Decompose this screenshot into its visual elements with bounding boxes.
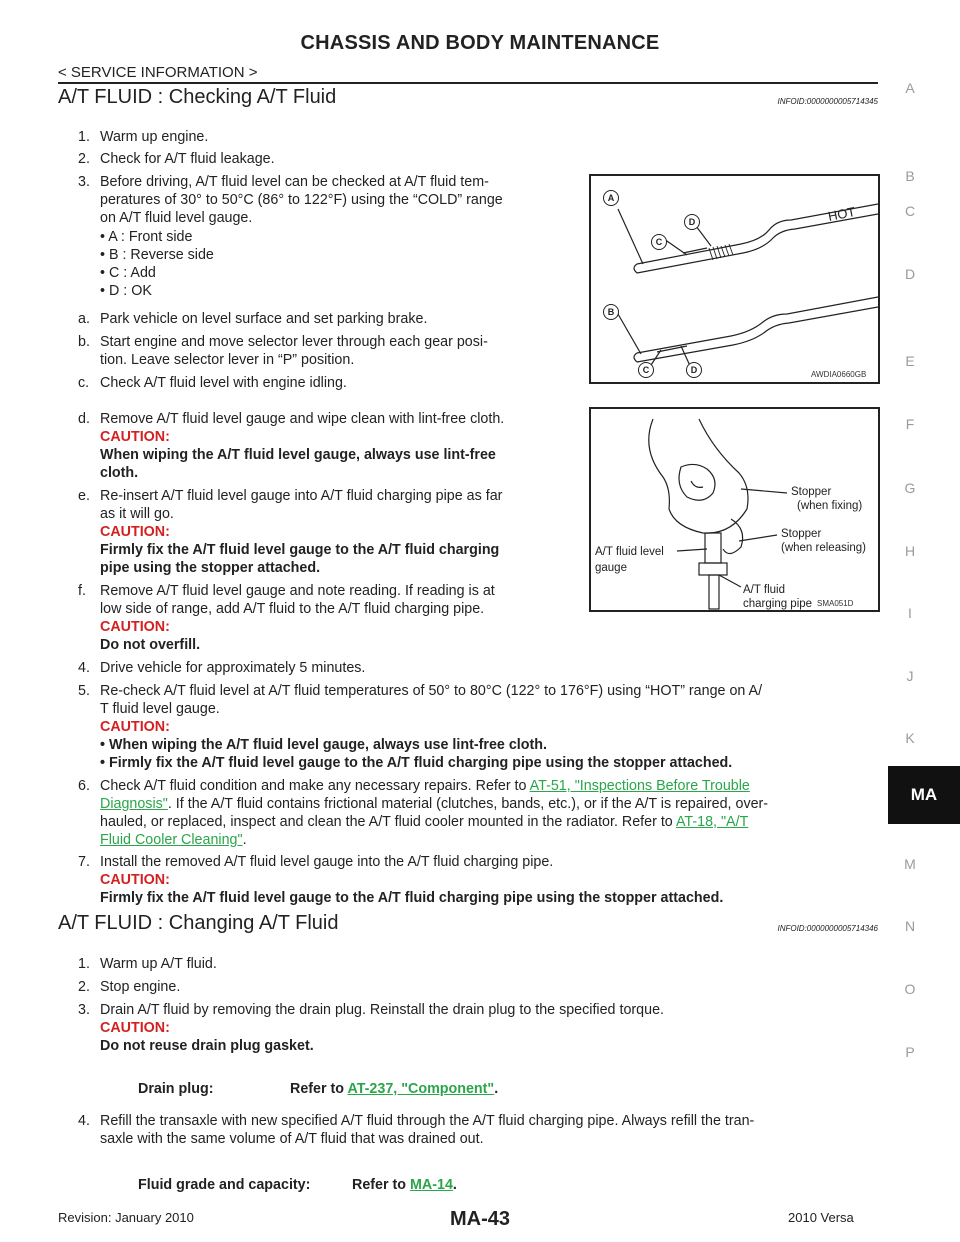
substep-text: tion. Leave selector lever in “P” position. [100,352,355,368]
spec-refer-text: Refer to [290,1081,348,1097]
figure-level-gauge [589,174,880,384]
step-text-part: hauled, or replaced, inspect and clean the A/T fluid cooler mounted in the radiator. Refer to [100,814,676,830]
section-heading-checking: A/T FLUID : Checking A/T Fluid [58,86,337,108]
step-text: Warm up engine. [100,129,209,145]
callout-d: D [684,214,700,230]
link-at18-cooler[interactable]: AT-18, "A/T [675,814,749,830]
callout-d-lower: D [686,362,702,378]
caution-text: Firmly fix the A/T fluid level gauge to the A/T fluid charging pipe using the stopper attached. [100,890,724,906]
caution-text: cloth. [100,465,139,481]
section-heading-changing: A/T FLUID : Changing A/T Fluid [58,912,339,934]
step-number: 1. [78,956,90,972]
side-tab-i[interactable]: I [908,605,912,621]
label-level-gauge: A/T fluid level [595,546,664,558]
side-tab-g[interactable]: G [904,480,916,496]
step-text-part: . [242,832,247,848]
side-tab-c[interactable]: C [904,203,916,219]
link-ma14[interactable]: MA-14 [410,1177,453,1193]
side-tab-b[interactable]: B [905,168,915,184]
caution-label: CAUTION: [100,719,170,735]
step-number: 7. [78,854,90,870]
caution-label: CAUTION: [100,619,170,635]
caution-text: Do not overfill. [100,637,201,653]
substep-letter: c. [78,375,90,391]
label-stopper-fixing-note: (when fixing) [797,500,863,512]
side-tab-d[interactable]: D [904,266,916,282]
caution-label: CAUTION: [100,524,170,540]
caution-text: • When wiping the A/T fluid level gauge, always use lint-free cloth. [100,737,547,753]
step-number: 1. [78,129,90,145]
step-text [100,777,880,795]
link-at18-cooler-cleaning[interactable]: Fluid Cooler Cleaning" [100,832,243,848]
step-text-part: . If the A/T fluid contains frictional material (clutches, bands, etc.), or if the A/T is repaired, over- [167,796,769,812]
callout-c-lower: C [638,362,654,378]
label-charging-pipe: A/T fluid [743,584,785,596]
substep-text: Remove A/T fluid level gauge and wipe clean with lint-free cloth. [100,411,505,427]
list-item: • D : OK [100,283,152,299]
link-at51-diagnosis[interactable]: Diagnosis" [100,796,168,812]
spec-value-drain-plug [290,1080,498,1098]
side-tab-n[interactable]: N [904,918,916,934]
step-text: Re-check A/T fluid level at A/T fluid temperatures of 50° to 80°C (122° to 176°F) using “HOT” range on A/ [100,683,763,699]
page-title: CHASSIS AND BODY MAINTENANCE [300,32,660,54]
side-tab-j[interactable]: J [906,668,914,684]
step-text: peratures of 30° to 50°C (86° to 122°F) using the “COLD” range [100,192,503,208]
step-text: Drain A/T fluid by removing the drain plug. Reinstall the drain plug to the specified torque. [100,1002,664,1018]
substep-text: as it will go. [100,506,174,522]
caution-text: When wiping the A/T fluid level gauge, always use lint-free [100,447,496,463]
side-tab-ma-active[interactable]: MA [888,766,960,824]
spec-value-fluid-grade [352,1176,457,1194]
level-gauge-illustration [591,176,878,382]
caution-text: Do not reuse drain plug gasket. [100,1038,314,1054]
side-tab-e[interactable]: E [905,353,915,369]
label-stopper-releasing: Stopper [781,528,822,540]
step-number: 6. [78,778,90,794]
side-tab-k[interactable]: K [905,730,915,746]
step-number: 2. [78,151,90,167]
spec-end: . [452,1177,457,1193]
label-stopper-fixing: Stopper [791,486,832,498]
step-text: Warm up A/T fluid. [100,956,217,972]
step-text: Stop engine. [100,979,181,995]
side-tab-f[interactable]: F [905,416,915,432]
step-text: on A/T fluid level gauge. [100,210,253,226]
figure-stopper [589,407,880,612]
step-text: Check for A/T fluid leakage. [100,151,275,167]
step-text [100,795,768,813]
step-number: 3. [78,174,90,190]
side-tab-p[interactable]: P [905,1044,915,1060]
step-text-part: Check A/T fluid condition and make any necessary repairs. Refer to [100,778,530,794]
substep-text: Park vehicle on level surface and set parking brake. [100,311,428,327]
substep-letter: e. [78,488,90,504]
callout-a: A [603,190,619,206]
step-text: Drive vehicle for approximately 5 minutes. [100,660,366,676]
list-item: • B : Reverse side [100,247,214,263]
footer-model: 2010 Versa [788,1210,854,1225]
step-number: 4. [78,660,90,676]
figure-code: AWDIA0660GB [811,370,867,379]
callout-b: B [603,304,619,320]
list-item: • A : Front side [100,229,193,245]
section-infoid-changing: INFOID:0000000005714346 [777,924,878,933]
link-at237-component[interactable]: AT-237, "Component" [347,1081,495,1097]
side-tab-o[interactable]: O [904,981,916,997]
step-text: T fluid level gauge. [100,701,220,717]
link-at51-inspections[interactable]: AT-51, "Inspections Before Trouble [529,778,750,794]
step-text: saxle with the same volume of A/T fluid that was drained out. [100,1131,484,1147]
substep-letter: b. [78,334,90,350]
substep-letter: d. [78,411,90,427]
spec-end: . [494,1081,499,1097]
spec-label-drain-plug: Drain plug: [138,1081,214,1097]
caution-label: CAUTION: [100,429,170,445]
spec-refer-text: Refer to [352,1177,410,1193]
label-stopper-releasing-note: (when releasing) [781,542,867,554]
spec-label-fluid-grade: Fluid grade and capacity: [138,1177,311,1193]
substep-letter: a. [78,311,90,327]
caution-text: pipe using the stopper attached. [100,560,321,576]
step-number: 2. [78,979,90,995]
step-text: Install the removed A/T fluid level gauge into the A/T fluid charging pipe. [100,854,554,870]
label-level-gauge-2: gauge [595,562,627,574]
caution-label: CAUTION: [100,872,170,888]
step-number: 4. [78,1113,90,1129]
step-number: 5. [78,683,90,699]
step-text [100,831,247,849]
step-text [100,813,748,831]
figure-code: SMA051D [817,599,854,608]
caution-label: CAUTION: [100,1020,170,1036]
step-text: Before driving, A/T fluid level can be checked at A/T fluid tem- [100,174,489,190]
page-number: MA-43 [449,1208,510,1230]
label-charging-pipe-2: charging pipe [743,598,813,610]
callout-c: C [651,234,667,250]
substep-text: Remove A/T fluid level gauge and note reading. If reading is at [100,583,495,599]
caution-text: Firmly fix the A/T fluid level gauge to the A/T fluid charging [100,542,500,558]
page-subtitle: < SERVICE INFORMATION > [58,64,258,81]
substep-text: Check A/T fluid level with engine idling. [100,375,347,391]
hot-label: HOT [826,203,857,224]
substep-text: Start engine and move selector lever through each gear posi- [100,334,488,350]
side-tab-h[interactable]: H [904,543,916,559]
substep-text: Re-insert A/T fluid level gauge into A/T fluid charging pipe as far [100,488,503,504]
section-infoid-checking: INFOID:0000000005714345 [777,97,878,106]
footer-revision: Revision: January 2010 [58,1210,194,1225]
step-text: Refill the transaxle with new specified A/T fluid through the A/T fluid charging pipe. Always refill the tran- [100,1113,755,1129]
list-item: • C : Add [100,265,156,281]
step-number: 3. [78,1002,90,1018]
side-tab-a[interactable]: A [905,80,915,96]
side-tab-m[interactable]: M [904,856,916,872]
substep-letter: f. [78,583,86,599]
caution-text: • Firmly fix the A/T fluid level gauge to the A/T fluid charging pipe using the stopper attached. [100,755,733,771]
substep-text: low side of range, add A/T fluid to the A/T fluid charging pipe. [100,601,485,617]
header-rule [58,82,878,84]
